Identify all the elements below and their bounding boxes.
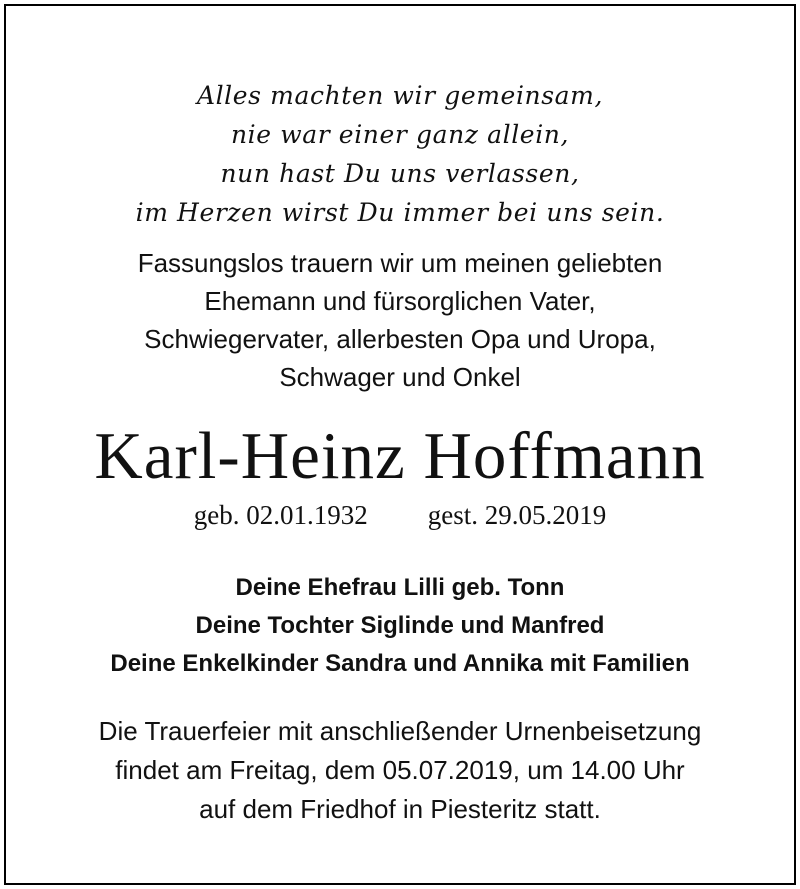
mourners-list (6, 569, 794, 683)
obituary-notice (4, 4, 796, 885)
life-dates (6, 495, 794, 535)
intro-line: Schwiegervater, allerbesten Opa und Uropa, (144, 324, 656, 354)
intro-line: Ehemann und fürsorglichen Vater, (204, 286, 596, 316)
deceased-name: Karl-Heinz Hoffmann (94, 419, 706, 493)
mourner-line: Deine Enkelkinder Sandra und Annika mit Familien (110, 650, 690, 677)
intro-line: Schwager und Onkel (279, 362, 521, 392)
memorial-poem (6, 76, 794, 232)
birth-date: geb. 02.01.1932 (193, 500, 368, 530)
poem-line: nun hast Du uns verlassen, (220, 159, 580, 188)
intro-line: Fassungslos trauern wir um meinen geliebten (137, 248, 663, 278)
service-line: auf dem Friedhof in Piesteritz statt. (199, 794, 601, 824)
service-line: Die Trauerfeier mit anschließender Urnenbeisetzung (98, 716, 702, 746)
service-line: findet am Freitag, dem 05.07.2019, um 14.00 Uhr (115, 755, 685, 785)
poem-line: im Herzen wirst Du immer bei uns sein. (135, 198, 665, 227)
funeral-service-info (6, 712, 794, 829)
poem-line: nie war einer ganz allein, (230, 120, 570, 149)
mourning-intro (6, 244, 794, 396)
poem-line: Alles machten wir gemeinsam, (196, 81, 604, 110)
death-date: gest. 29.05.2019 (427, 500, 607, 530)
mourner-line: Deine Ehefrau Lilli geb. Tonn (235, 574, 565, 601)
mourner-line: Deine Tochter Siglinde und Manfred (195, 612, 605, 639)
